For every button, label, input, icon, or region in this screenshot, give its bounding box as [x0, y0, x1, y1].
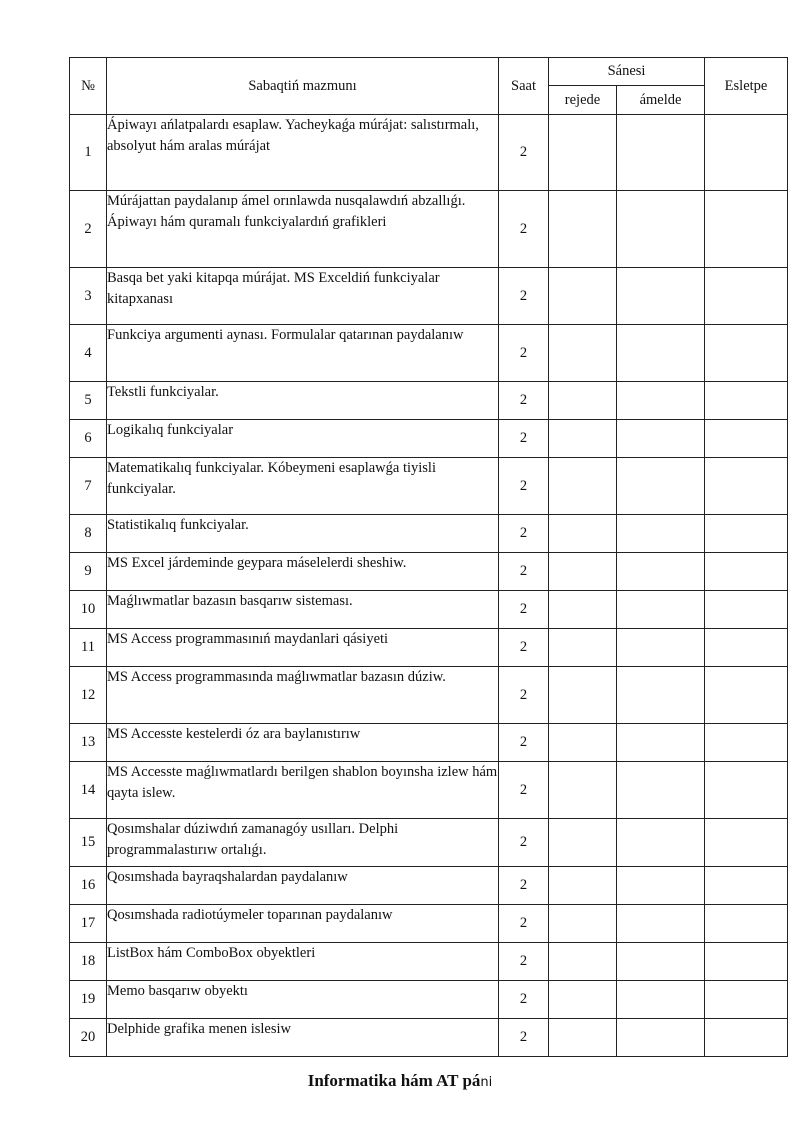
row-topic: Matematikalıq funkciyalar. Kóbeymeni esaplawǵa tiyisli funkciyalar. [107, 458, 499, 515]
row-notes [705, 458, 788, 515]
row-actual-date [617, 1019, 705, 1057]
row-hours: 2 [499, 905, 549, 943]
row-topic: Memo basqarıw obyektı [107, 981, 499, 1019]
header-notes: Esletpe [705, 58, 788, 115]
row-hours: 2 [499, 819, 549, 867]
row-number: 7 [70, 458, 107, 515]
row-planned-date [549, 553, 617, 591]
table-row [70, 867, 788, 905]
table-row [70, 382, 788, 420]
row-hours: 2 [499, 191, 549, 268]
header-actual: ámelde [617, 86, 705, 115]
row-number: 6 [70, 420, 107, 458]
row-planned-date [549, 591, 617, 629]
table-row [70, 629, 788, 667]
row-planned-date [549, 667, 617, 724]
row-hours: 2 [499, 382, 549, 420]
lesson-plan-table [69, 57, 788, 1057]
row-notes [705, 115, 788, 191]
row-actual-date [617, 667, 705, 724]
row-topic: Delphide grafika menen islesiw [107, 1019, 499, 1057]
row-hours: 2 [499, 515, 549, 553]
row-actual-date [617, 724, 705, 762]
table-row [70, 762, 788, 819]
row-topic: Qosımshada radiotúymeler toparınan paydalanıw [107, 905, 499, 943]
row-planned-date [549, 819, 617, 867]
row-number: 11 [70, 629, 107, 667]
row-topic: MS Access programmasınıń maydanlari qásiyeti [107, 629, 499, 667]
row-number: 4 [70, 325, 107, 382]
footer-main: Informatika hám AT pá [307, 1071, 481, 1090]
row-number: 1 [70, 115, 107, 191]
row-topic: Qosımshada bayraqshalardan paydalanıw [107, 867, 499, 905]
row-number: 15 [70, 819, 107, 867]
table-row [70, 819, 788, 867]
row-number: 18 [70, 943, 107, 981]
row-hours: 2 [499, 553, 549, 591]
row-actual-date [617, 268, 705, 325]
row-hours: 2 [499, 420, 549, 458]
row-planned-date [549, 629, 617, 667]
row-topic: MS Access programmasında maǵlıwmatlar bazasın dúziw. [107, 667, 499, 724]
row-topic: ListBox hám ComboBox obyektleri [107, 943, 499, 981]
row-planned-date [549, 325, 617, 382]
table-row [70, 981, 788, 1019]
row-hours: 2 [499, 981, 549, 1019]
table-row [70, 420, 788, 458]
row-hours: 2 [499, 762, 549, 819]
row-number: 12 [70, 667, 107, 724]
row-hours: 2 [499, 1019, 549, 1057]
row-actual-date [617, 819, 705, 867]
row-notes [705, 591, 788, 629]
row-notes [705, 325, 788, 382]
row-number: 5 [70, 382, 107, 420]
table-row [70, 191, 788, 268]
row-topic: Tekstli funkciyalar. [107, 382, 499, 420]
row-number: 2 [70, 191, 107, 268]
row-topic: Ápiwayı ańlatpalardı esaplaw. Yacheykaǵa múrájat: salıstırmalı, absolyut hám aralas múrájat [107, 115, 499, 191]
row-planned-date [549, 515, 617, 553]
row-planned-date [549, 115, 617, 191]
row-notes [705, 268, 788, 325]
row-notes [705, 629, 788, 667]
row-actual-date [617, 905, 705, 943]
row-notes [705, 191, 788, 268]
row-planned-date [549, 762, 617, 819]
row-actual-date [617, 591, 705, 629]
row-actual-date [617, 762, 705, 819]
row-actual-date [617, 943, 705, 981]
table-row [70, 591, 788, 629]
table-row [70, 1019, 788, 1057]
row-hours: 2 [499, 268, 549, 325]
row-notes [705, 667, 788, 724]
row-planned-date [549, 981, 617, 1019]
row-number: 3 [70, 268, 107, 325]
row-hours: 2 [499, 629, 549, 667]
table-body [70, 115, 788, 1057]
row-notes [705, 867, 788, 905]
table-row [70, 724, 788, 762]
row-number: 17 [70, 905, 107, 943]
row-planned-date [549, 1019, 617, 1057]
row-notes [705, 420, 788, 458]
table-row [70, 115, 788, 191]
row-hours: 2 [499, 867, 549, 905]
table-row [70, 515, 788, 553]
header-hours: Saat [499, 58, 549, 115]
row-notes [705, 981, 788, 1019]
row-actual-date [617, 191, 705, 268]
row-number: 20 [70, 1019, 107, 1057]
table-row [70, 905, 788, 943]
row-planned-date [549, 191, 617, 268]
row-actual-date [617, 325, 705, 382]
row-hours: 2 [499, 458, 549, 515]
row-actual-date [617, 981, 705, 1019]
table-row [70, 268, 788, 325]
row-hours: 2 [499, 667, 549, 724]
header-date: Sánesi [549, 58, 705, 86]
row-actual-date [617, 115, 705, 191]
row-notes [705, 382, 788, 420]
row-topic: Statistikalıq funkciyalar. [107, 515, 499, 553]
row-hours: 2 [499, 325, 549, 382]
footer-title [0, 1071, 800, 1091]
row-planned-date [549, 382, 617, 420]
row-notes [705, 515, 788, 553]
row-notes [705, 762, 788, 819]
table-row [70, 325, 788, 382]
row-notes [705, 553, 788, 591]
row-number: 14 [70, 762, 107, 819]
row-planned-date [549, 867, 617, 905]
table-row [70, 553, 788, 591]
row-planned-date [549, 943, 617, 981]
row-topic: Qosımshalar dúziwdıń zamanagóy usılları. Delphi programmalastırıw ortalıǵı. [107, 819, 499, 867]
table-row [70, 458, 788, 515]
row-notes [705, 724, 788, 762]
row-actual-date [617, 382, 705, 420]
header-content: Sabaqtiń mazmunı [107, 58, 499, 115]
row-actual-date [617, 458, 705, 515]
row-actual-date [617, 867, 705, 905]
row-planned-date [549, 724, 617, 762]
row-number: 9 [70, 553, 107, 591]
table-header [70, 58, 788, 115]
row-planned-date [549, 268, 617, 325]
row-hours: 2 [499, 724, 549, 762]
row-hours: 2 [499, 115, 549, 191]
row-planned-date [549, 420, 617, 458]
row-number: 16 [70, 867, 107, 905]
row-notes [705, 819, 788, 867]
row-hours: 2 [499, 943, 549, 981]
row-number: 8 [70, 515, 107, 553]
row-topic: Funkciya argumenti aynası. Formulalar qatarınan paydalanıw [107, 325, 499, 382]
row-number: 10 [70, 591, 107, 629]
row-number: 19 [70, 981, 107, 1019]
table-row [70, 943, 788, 981]
row-actual-date [617, 515, 705, 553]
row-topic: Maǵlıwmatlar bazasın basqarıw sisteması. [107, 591, 499, 629]
row-topic: MS Excel járdeminde geypara máselelerdi sheshiw. [107, 553, 499, 591]
row-actual-date [617, 553, 705, 591]
header-planned: rejede [549, 86, 617, 115]
row-planned-date [549, 905, 617, 943]
row-planned-date [549, 458, 617, 515]
row-topic: MS Accesste maǵlıwmatlardı berilgen shablon boyınsha izlew hám qayta islew. [107, 762, 499, 819]
header-number: № [70, 58, 107, 115]
row-topic: MS Accesste kestelerdi óz ara baylanıstırıw [107, 724, 499, 762]
footer-tail: ni [480, 1075, 493, 1090]
row-topic: Logikalıq funkciyalar [107, 420, 499, 458]
table-row [70, 667, 788, 724]
row-actual-date [617, 629, 705, 667]
row-hours: 2 [499, 591, 549, 629]
row-notes [705, 1019, 788, 1057]
row-notes [705, 943, 788, 981]
row-topic: Múrájattan paydalanıp ámel orınlawda nusqalawdıń abzallıǵı. Ápiwayı hám quramalı funkciyalardıń grafikleri [107, 191, 499, 268]
row-number: 13 [70, 724, 107, 762]
row-topic: Basqa bet yaki kitapqa múrájat. MS Exceldiń funkciyalar kitapxanası [107, 268, 499, 325]
row-notes [705, 905, 788, 943]
row-actual-date [617, 420, 705, 458]
